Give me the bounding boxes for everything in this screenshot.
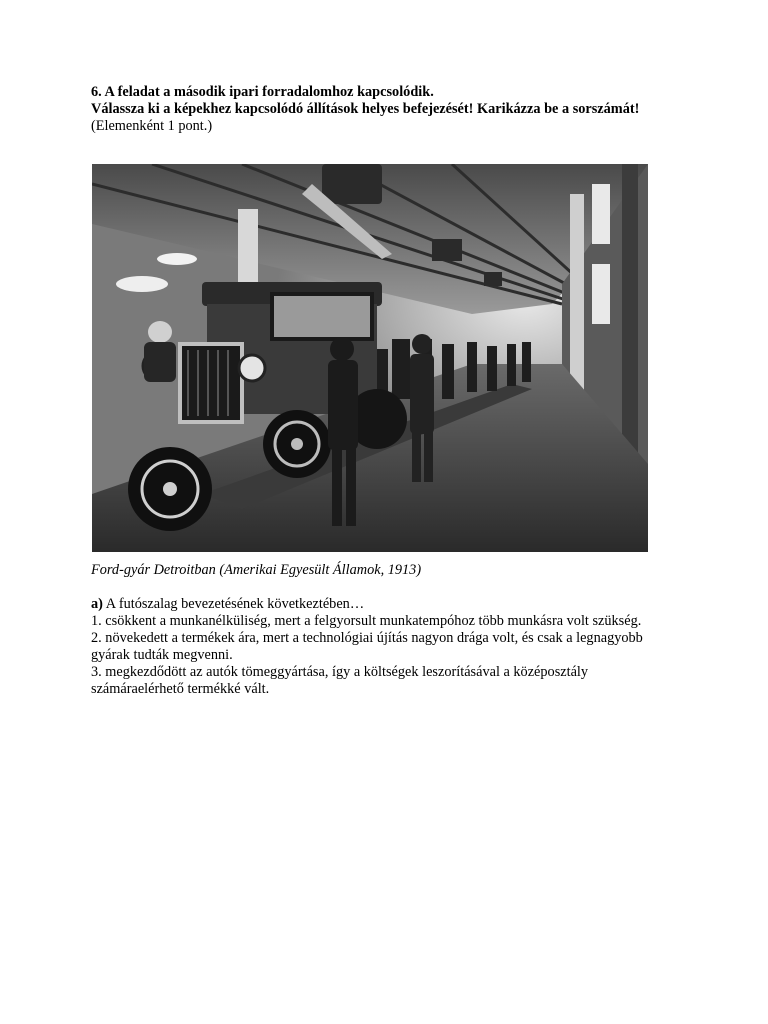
option-2-continued: gyárak tudták megvenni.	[91, 647, 233, 663]
task-title: 6. A feladat a második ipari forradalomhoz kapcsolódik.	[91, 84, 434, 100]
option-1[interactable]: 1. csökkent a munkanélküliség, mert a felgyorsult munkatempóhoz több munkásra volt szükség.	[91, 613, 642, 629]
question-a	[91, 596, 651, 698]
points-note: (Elemenként 1 pont.)	[91, 118, 213, 134]
question-a-stem	[91, 596, 651, 613]
task-instruction: Válassza ki a képekhez kapcsolódó állítások helyes befejezését! Karikázza be a sorszámát!	[91, 101, 640, 117]
question-label: a)	[91, 596, 103, 612]
task-heading	[91, 84, 651, 135]
question-stem-text: A futószalag bevezetésének következtében…	[102, 596, 365, 612]
option-3[interactable]: 3. megkezdődött az autók tömeggyártása, így a költségek leszorításával a középosztály számáraelérhető termékké vált.	[91, 664, 589, 697]
photo-caption: Ford-gyár Detroitban (Amerikai Egyesült Államok, 1913)	[91, 562, 422, 578]
option-2[interactable]: 2. növekedett a termékek ára, mert a technológiai újítás nagyon drága volt, és csak a legnagyobb	[91, 630, 643, 646]
factory-photo	[92, 164, 648, 552]
